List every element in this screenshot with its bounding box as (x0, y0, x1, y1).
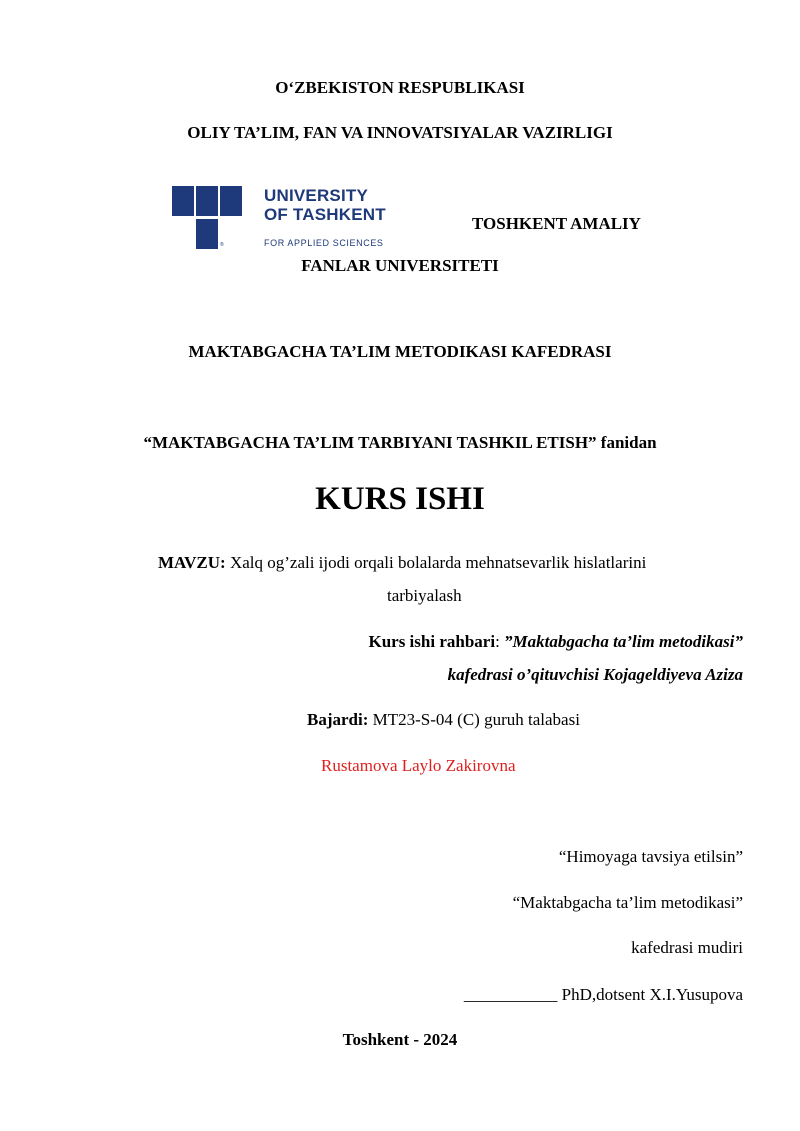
logo-text-line3: FOR APPLIED SCIENCES (264, 238, 384, 248)
topic-label: MAVZU: (158, 553, 226, 572)
country-heading: O‘ZBEKISTON RESPUBLIKASI (275, 78, 525, 97)
supervisor-label: Kurs ishi rahbari (368, 632, 496, 651)
performer-label: Bajardi: (307, 710, 369, 729)
ministry-heading: OLIY TA’LIM, FAN VA INNOVATSIYALAR VAZIRLIGI (187, 123, 613, 142)
university-name-line1: TOSHKENT AMALIY (472, 214, 641, 233)
approval-line4: ___________ PhD,dotsent X.I.Yusupova (463, 985, 743, 1004)
university-logo: ® UNIVERSITY OF TASHKENT FOR APPLIED SCIENCES (172, 186, 387, 252)
topic-line1 (158, 553, 646, 573)
topic-line2: tarbiyalash (387, 586, 462, 605)
supervisor-colon: : (495, 632, 505, 651)
topic-text: Xalq og’zali ijodi orqali bolalarda mehnatsevarlik hislatlarini (225, 553, 647, 572)
supervisor-department: ”Maktabgacha ta’lim metodikasi” (504, 632, 743, 651)
department-heading: MAKTABGACHA TA’LIM METODIKASI KAFEDRASI (188, 342, 612, 361)
supervisor-line2: kafedrasi o’qituvchisi Kojageldiyeva Aziza (447, 665, 743, 684)
approval-line1: “Himoyaga tavsiya etilsin” (558, 847, 743, 866)
performer-line (307, 710, 580, 730)
approval-line2: “Maktabgacha ta’lim metodikasi” (512, 893, 743, 912)
performer-group: MT23-S-04 (C) guruh talabasi (368, 710, 580, 729)
approval-line3: kafedrasi mudiri (631, 938, 743, 957)
supervisor-line1 (368, 632, 743, 652)
footer-city-year: Toshkent - 2024 (342, 1030, 458, 1049)
performer-name: Rustamova Laylo Zakirovna (321, 756, 516, 775)
logo-text-line2: OF TASHKENT (264, 205, 386, 224)
subject-heading: “MAKTABGACHA TA’LIM TARBIYANI TASHKIL ETISH” fanidan (143, 433, 657, 452)
document-title: KURS ISHI (315, 481, 485, 517)
university-name-line2: FANLAR UNIVERSITETI (301, 256, 499, 275)
logo-text-line1: UNIVERSITY (264, 186, 369, 205)
